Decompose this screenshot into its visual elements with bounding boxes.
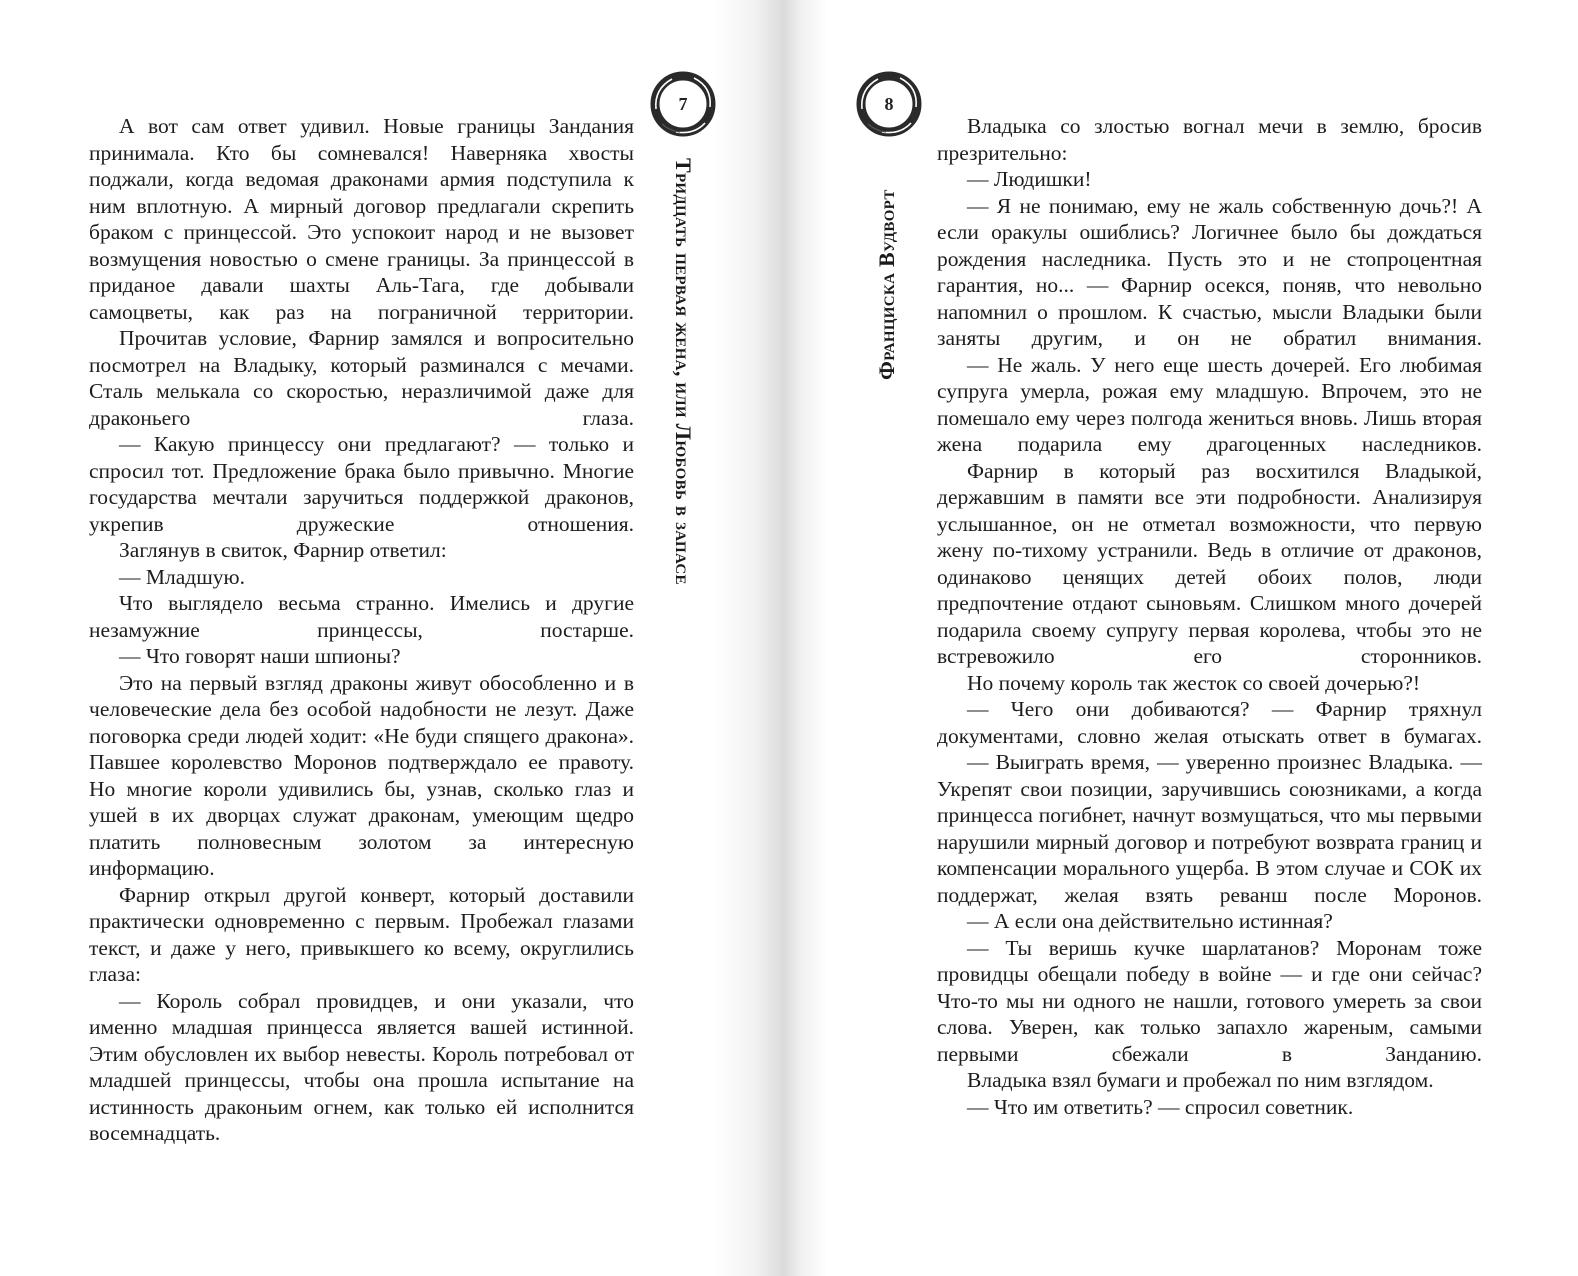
paragraph: — Чего они добиваются? — Фарнир тряхнул документами, словно желая отыскать ответ в бумагах.	[937, 697, 1482, 748]
body-text	[89, 113, 634, 1147]
page-number: 8	[884, 94, 894, 114]
paragraph: А вот сам ответ удивил. Новые границы Зандания принимала. Кто бы сомневался! Наверняка хвосты поджали, когда ведомая драконами армия подступила к ним вплотную. А мирный договор предлагали скрепить браком с принцессой. Это успокоит народ и не вызовет возмущения новостью о смене границы. За принцессой в приданое давали шахты Аль-Тага, где добывали самоцветы, как раз на пограничной территории.	[89, 114, 634, 324]
page-number-emblem	[650, 71, 716, 137]
page-number-emblem	[856, 71, 922, 137]
left-page	[0, 0, 783, 1276]
paragraph: — Выиграть время, — уверенно произнес Владыка. — Укрепят свои позиции, заручившись союзниками, а когда принцесса погибнет, начнут возмущаться, что мы первыми нарушили мирный договор и потребуют возврата границ и компенсации морального ущерба. В этом случае и СОК их поддержат, желая взять реванш после Моронов.	[937, 750, 1482, 907]
paragraph: Фарнир в который раз восхитился Владыкой, державшим в памяти все эти подробности. Анализируя услышанное, он не отметал возможности, что первую жену по-тихому устранили. Ведь в отличие от драконов, одинаково ценящих детей обоих полов, люди предпочтение отдают сыновьям. Слишком много дочерей подарила своему супругу первая королева, чтобы это не встревожило его сторонников.	[937, 458, 1482, 668]
paragraph: — Какую принцессу они предлагают? — только и спросил тот. Предложение брака было привычно. Многие государства мечтали заручиться поддержкой драконов, укрепив дружеские отношения.	[89, 432, 634, 536]
paragraph: Заглянув в свиток, Фарнир ответил:	[119, 538, 447, 562]
body-text	[937, 113, 1482, 1120]
page-number: 7	[678, 94, 688, 114]
running-head-author: Франциска Вудворт	[874, 189, 899, 380]
paragraph: — Что говорят наши шпионы?	[119, 644, 401, 668]
paragraph: Фарнир открыл другой конверт, который доставили практически одновременно с первым. Пробежал глазами текст, и даже у него, привыкшего ко всему, округлились глаза:	[89, 882, 634, 986]
paragraph: — Младшую.	[119, 564, 245, 589]
paragraph: — Не жаль. У него еще шесть дочерей. Его любимая супруга умерла, рожая ему младшую. Впрочем, это не помешало ему через полгода жениться вновь. Лишь вторая жена подарила ему драгоценных наследников.	[937, 352, 1482, 456]
paragraph: Но почему король так жесток со своей дочерью?!	[967, 670, 1421, 695]
paragraph: — Что им ответить? — спросил советник.	[967, 1094, 1354, 1119]
paragraph: Прочитав условие, Фарнир замялся и вопросительно посмотрел на Владыку, который разминался с мечами. Сталь мелькала со скоростью, неразличимой даже для драконьего глаза.	[89, 326, 634, 430]
paragraph: — А если она действительно истинная?	[967, 909, 1333, 933]
paragraph: — Король собрал провидцев, и они указали, что именно младшая принцесса является вашей истинной. Этим обусловлен их выбор невесты. Король потребовал от младшей принцессы, чтобы она прошла испытание на истинность драконьим огнем, как только ей исполнится восемнадцать.	[89, 988, 634, 1145]
paragraph: Владыка со злостью вогнал мечи в землю, бросив презрительно:	[937, 114, 1482, 165]
paragraph: — Ты веришь кучке шарлатанов? Моронам тоже провидцы обещали победу в войне — и где они сейчас? Что-то мы ни одного не нашли, готового умереть за свои слова. Уверен, как только запахло жареным, самыми первыми сбежали в Занданию.	[937, 935, 1482, 1066]
gutter-shadow	[713, 0, 783, 1276]
paragraph: — Я не понимаю, ему не жаль собственную дочь?! А если оракулы ошиблись? Логичнее было бы дождаться рождения наследника. Пусть это и не стопроцентная гарантия, но... — Фарнир осекся, поняв, что невольно напомнил о прошлом. К счастью, мысли Владыки были заняты другим, и он не обратил внимания.	[937, 193, 1482, 350]
paragraph: Это на первый взгляд драконы живут обособленно и в человеческие дела без особой надобности не лезут. Даже поговорка среди людей ходит: «Не буди спящего дракона». Павшее королевство Моронов подтверждало ее правоту. Но многие короли удивились бы, узнав, сколько глаз и ушей в их дворцах служат драконам, умеющим щедро платить полновесным золотом за интересную информацию.	[89, 670, 634, 880]
paragraph: Владыка взял бумаги и пробежал по ним взглядом.	[967, 1068, 1434, 1092]
paragraph: — Людишки!	[967, 167, 1092, 191]
paragraph: Что выглядело весьма странно. Имелись и другие незамужние принцессы, постарше.	[89, 591, 634, 642]
running-head-title: Тридцать первая жена, или Любовь в запасе	[671, 158, 696, 585]
gutter-shadow	[783, 0, 828, 1276]
right-page	[783, 0, 1578, 1276]
